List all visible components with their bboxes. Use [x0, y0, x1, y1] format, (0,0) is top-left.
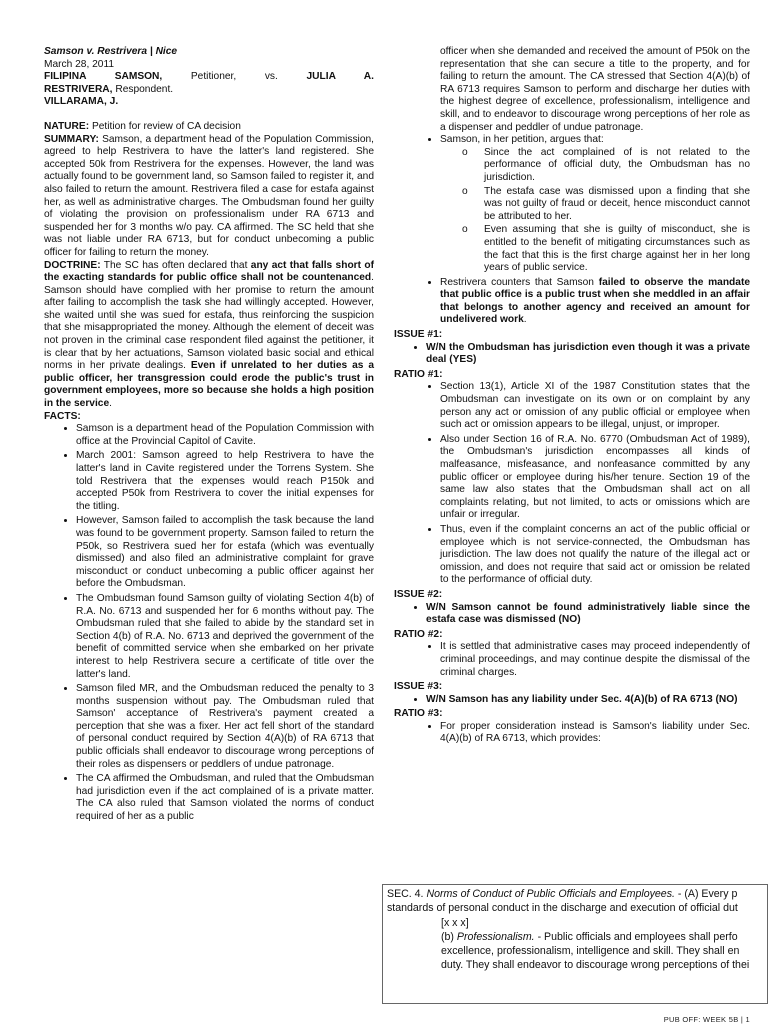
sec4-line-1: SEC. 4. Norms of Conduct of Public Officials and Employees. - (A) Every p — [387, 888, 738, 900]
ratio-3 — [394, 721, 750, 746]
summary-paragraph: SUMMARY: Samson, a department head of the Population Commission, agreed to help Restrivera to have the latter's land registered. She accepted 50k from Restrivera for the expenses. However, the land was actually found to be government land, so Samson failed to register it, and also failed to return the amount. Restrivera filed a case for estafa against her, as well as administrative charges. The Ombudsman found her guilty of violating the provision on professionalism under RA 6713 and suspended her for 3 months w/o pay. CA affirmed. The SC held that she was not liable under RA 6713, but for conduct unbecoming a public officer for failing to return the money. — [44, 133, 374, 258]
list-item: • Section 13(1), Article XI of the 1987 Constitution states that the Ombudsman can investigate on its own or on complaint by any person any act or omission of any public official or employee when such act or omission appears to be illegal, unjust, or improper. — [440, 381, 750, 431]
issue-1-heading: ISSUE #1: — [394, 329, 443, 341]
list-item: • Samson filed MR, and the Ombudsman reduced the penalty to 3 months suspension without pay. The Ombudsman ruled that Samson' acceptance of Restrivera's payment created a perception that she was a fixer. Her act fell short of the standard of personal conduct required by Section 4(A)(b) of RA 6713 that public officials shall endeavor to discourage wrong perceptions of their roles as dispensers or peddlers of undue patronage. — [76, 683, 374, 771]
list-item: • Also under Section 16 of R.A. No. 6770 (Ombudsman Act of 1989), the Ombudsman's jurisdiction encompasses all kinds of malfeasance, misfeasance, and nonfeasance committed by any public officer or employee during his/her tenure. Section 19 of the same law also states that the Ombudsman shall act on all complaints relating, but not limited, to acts or omissions which are unfair or irregular. — [440, 434, 750, 522]
list-item: • It is settled that administrative cases may proceed independently of criminal proceedings, and may continue despite the dismissal of the criminal charges. — [440, 641, 750, 679]
list-item: • Samson is a department head of the Population Commission with office at the Provincial Capitol of Cavite. — [76, 423, 374, 448]
ratio-3-heading: RATIO #3: — [394, 708, 443, 720]
ratio-1 — [394, 381, 750, 587]
case-title: Samson v. Restrivera | Nice — [44, 46, 178, 57]
list-item: • Restrivera counters that Samson failed to observe the mandate that public office is a public trust when she meddled in an affair that belongs to another agency and received an amount for undelivered work. — [440, 277, 750, 327]
parties-line-2: RESTRIVERA, Respondent. — [44, 83, 174, 95]
ponente: VILLARAMA, J. — [44, 96, 119, 108]
doctrine-paragraph: DOCTRINE: The SC has often declared that any act that falls short of the exacting standards for public office shall not be countenanced. Samson should have complied with her promise to return the amount after failing to accomplish the task she had willingly accepted. However, she waited until she was sued for estafa, thus reinforcing the suspicion that she misappropriated the money. Although the element of deceit was not proven in the criminal case respondent filed against the petitioner, it is clear that by her actuations, Samson violated basic social and ethical norms in her private dealings. Even if unrelated to her duties as a public officer, her transgression could erode the public's trust in government employees, more so because she holds a high position in the service. — [44, 259, 375, 410]
section-4-quote-box — [382, 884, 768, 1004]
list-item: o Since the act complained of is not related to the performance of official duty, the Ombudsman has no jurisdiction. — [484, 147, 750, 185]
right-column — [394, 46, 750, 748]
list-item: • For proper consideration instead is Samson's liability under Sec. 4(A)(b) of RA 6713, which provides: — [440, 721, 750, 746]
list-item: • Samson, in her petition, argues that: o Since the act complained of is not related to the performance of official duty, the Ombudsman has no jurisdiction. o The estafa case was dismissed upon a finding that she was not guilty of fraud or deceit, hence misconduct cannot be attributed to her. o Even assuming that she is guilty of misconduct, she is entitled to the benefit of mitigating circumstances such as the fact that this is the first charge against her in her long years of public service. — [440, 134, 750, 275]
list-item: • The CA affirmed the Ombudsman, and ruled that the Ombudsman had jurisdiction even if the act complained of is a private matter. The CA also ruled that Samson violated the norms of conduct required of her as a public — [76, 773, 374, 823]
facts-heading: FACTS: — [44, 410, 81, 422]
samson-arguments — [394, 134, 750, 327]
list-item: o Even assuming that she is guilty of misconduct, she is entitled to the benefit of mitigating circumstances such as the fact that this is the first charge against her in her long years of public service. — [484, 224, 750, 274]
case-date: March 28, 2011 — [44, 58, 115, 70]
list-item: • Thus, even if the complaint concerns an act of the public official or employee which is not service-connected, the Ombudsman has jurisdiction. The law does not qualify the nature of the illegal act or omission, and does not require that said act or omission be related to the performance of official duty. — [440, 524, 750, 587]
issue-3-heading: ISSUE #3: — [394, 681, 443, 693]
sec4-ellipsis: [x x x] — [441, 916, 469, 929]
left-column — [44, 46, 374, 826]
list-item: • W/N the Ombudsman has jurisdiction even though it was a private deal (YES) — [426, 342, 750, 367]
list-item: • March 2001: Samson agreed to help Restrivera to have the latter's land in Cavite registered under the Torrens System. She told Restrivera that the expenses would reach P150k and accepted P50k from Restrivera to cover the initial expenses for the titling. — [76, 450, 374, 513]
issue-3 — [394, 694, 750, 707]
nature-paragraph: NATURE: Petition for review of CA decision — [44, 120, 241, 132]
issue-2-heading: ISSUE #2: — [394, 588, 443, 600]
sec4-line-2: standards of personal conduct in the discharge and execution of official dut — [387, 902, 738, 915]
list-item: o The estafa case was dismissed upon a finding that she was not guilty of fraud or deceit, hence misconduct cannot be attributed to her. — [484, 186, 750, 224]
list-item: • The Ombudsman found Samson guilty of violating Section 4(b) of R.A. No. 6713 and suspended her for 6 months without pay. The Ombudsman ruled that she failed to abide by the standard set in Section 4(b) of R.A. No. 6713 and deprived the government of the benefit of committed service when she embarked on her private interest to help Restrivera secure a certificate of title over the latter's land. — [76, 593, 374, 681]
list-item: • However, Samson failed to accomplish the task because the land was found to be government property. Samson failed to return the P50k, so Restrivera sued her for estafa (which was eventually dismissed) and also filed an administrative complaint for grave misconduct or conduct unbecoming a public officer against her before the Ombudsman. — [76, 515, 374, 591]
ratio-1-heading: RATIO #1: — [394, 368, 443, 380]
sec4-line-4: (b) Professionalism. - Public officials and employees shall perfo — [441, 930, 738, 943]
samson-args-sublist — [440, 147, 750, 275]
fact-continued: officer when she demanded and received the amount of P50k on the representation that she can secure a title to the property, and for failing to return the amount. The CA stressed that Section 4(A)(b) of RA 6713 requires Samson to perform and discharge her duties with the highest degree of excellence, professionalism, intelligence and skill, and to endeavor to discourage wrong perceptions of her role as a dispenser and peddler of undue patronage. — [440, 46, 750, 133]
ratio-2-heading: RATIO #2: — [394, 628, 443, 640]
issue-1 — [394, 342, 750, 367]
parties-line-1: FILIPINA SAMSON, Petitioner, vs. JULIA A. — [44, 71, 374, 83]
ratio-2 — [394, 641, 750, 679]
list-item: • W/N Samson cannot be found administratively liable since the estafa case was dismissed (NO) — [426, 602, 750, 627]
issue-2 — [394, 602, 750, 627]
list-item: • W/N Samson has any liability under Sec. 4(A)(b) of RA 6713 (NO) — [426, 694, 750, 707]
facts-list — [44, 423, 374, 823]
page-footer: PUB OFF: WEEK 5B | 1 — [663, 1015, 750, 1024]
sec4-line-5: excellence, professionalism, intelligence and skill. They shall en — [441, 945, 740, 958]
sec4-line-6: duty. They shall endeavor to discourage wrong perceptions of thei — [441, 959, 750, 972]
